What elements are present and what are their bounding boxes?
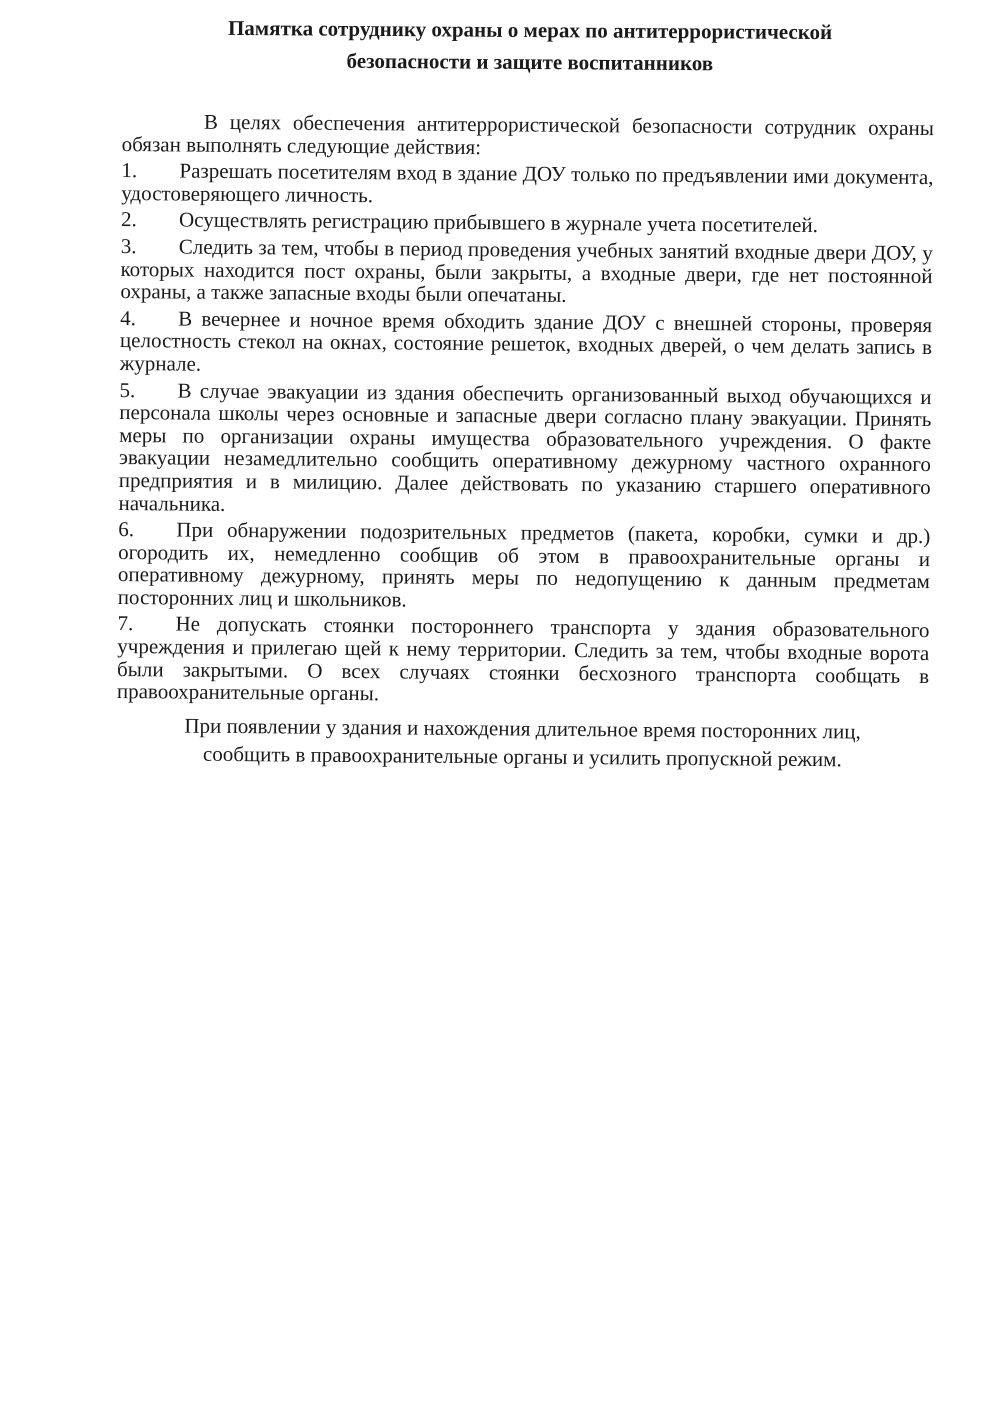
list-item <box>118 379 931 522</box>
item-number: 6. <box>118 517 135 542</box>
item-number: 3. <box>120 233 137 259</box>
item-text: Следить за тем, чтобы в период проведения учебных занятий входные двери ДОУ, у которых находится пост охраны, были закрыты, а входные двери, где нет постоянной охраны, а также запасные входы были опечатаны. <box>120 234 933 308</box>
list-item <box>120 235 933 310</box>
item-number: 2. <box>120 207 137 232</box>
closing-line-2: сообщить в правоохранительные органы и усилить пропускной режим. <box>202 741 842 772</box>
list-item <box>121 159 933 211</box>
item-text: В случае эвакуации из здания обеспечить организованный выход обучающихся и персонала школы через основные и запасные двери согласно плану эвакуации. Принять меры по организации охраны имущества образовательного учреждения. О факте эвакуации незамедлительно сообщить оперативному дежурному частного охранного предприятия и в милицию. Далее действовать по указанию старшего оперативного начальника. <box>118 378 932 516</box>
document-body <box>116 110 934 774</box>
item-number: 7. <box>117 611 134 636</box>
closing-line-1: При появлении у здания и нахождения длительное время посторонних лиц, <box>184 713 861 744</box>
list-item <box>120 307 933 382</box>
item-number: 5. <box>119 377 136 402</box>
list-item <box>118 518 931 615</box>
item-text: В вечернее и ночное время обходить здание ДОУ с внешней стороны, проверяя целостность стекол на окнах, состояние решеток, входных дверей, о чем делать запись в журнале. <box>119 306 933 376</box>
item-text: Разрешать посетителям вход в здание ДОУ только по предъявлении ими документа, удостоверяющего личность. <box>121 158 934 207</box>
item-number: 1. <box>121 158 138 183</box>
title-line-2: безопасности и защите воспитанников <box>346 48 714 76</box>
intro-paragraph: В целях обеспечения антитеррористической безопасности сотрудник охраны обязан выполнять следующие действия: <box>121 109 934 159</box>
title-line-1: Памятка сотруднику охраны о мерах по антитеррористической <box>227 15 833 45</box>
item-number: 4. <box>120 305 137 330</box>
list-item <box>121 208 933 238</box>
item-text: Осуществлять регистрацию прибывшего в журнале учета посетителей. <box>178 207 819 238</box>
list-item <box>117 612 930 709</box>
item-text: При обнаружении подозрительных предметов (пакета, коробки, сумки и др.) огородить их, немедленно сообщив об этом в правоохранительные органы и оперативному дежурному, принять меры по недопущению к данным предметам посторонних лиц и школьников. <box>117 517 931 612</box>
closing-paragraph <box>116 711 928 774</box>
document-title <box>150 11 910 80</box>
item-text: Не допускать стоянки постороннего транспорта у здания образовательного учреждения и прилегаю щей к нему территории. Следить за тем, чтобы входные ворота были закрытыми. О всех случаях стоянки бесхозного транспорта сообщать в правоохранительные органы. <box>116 611 930 706</box>
